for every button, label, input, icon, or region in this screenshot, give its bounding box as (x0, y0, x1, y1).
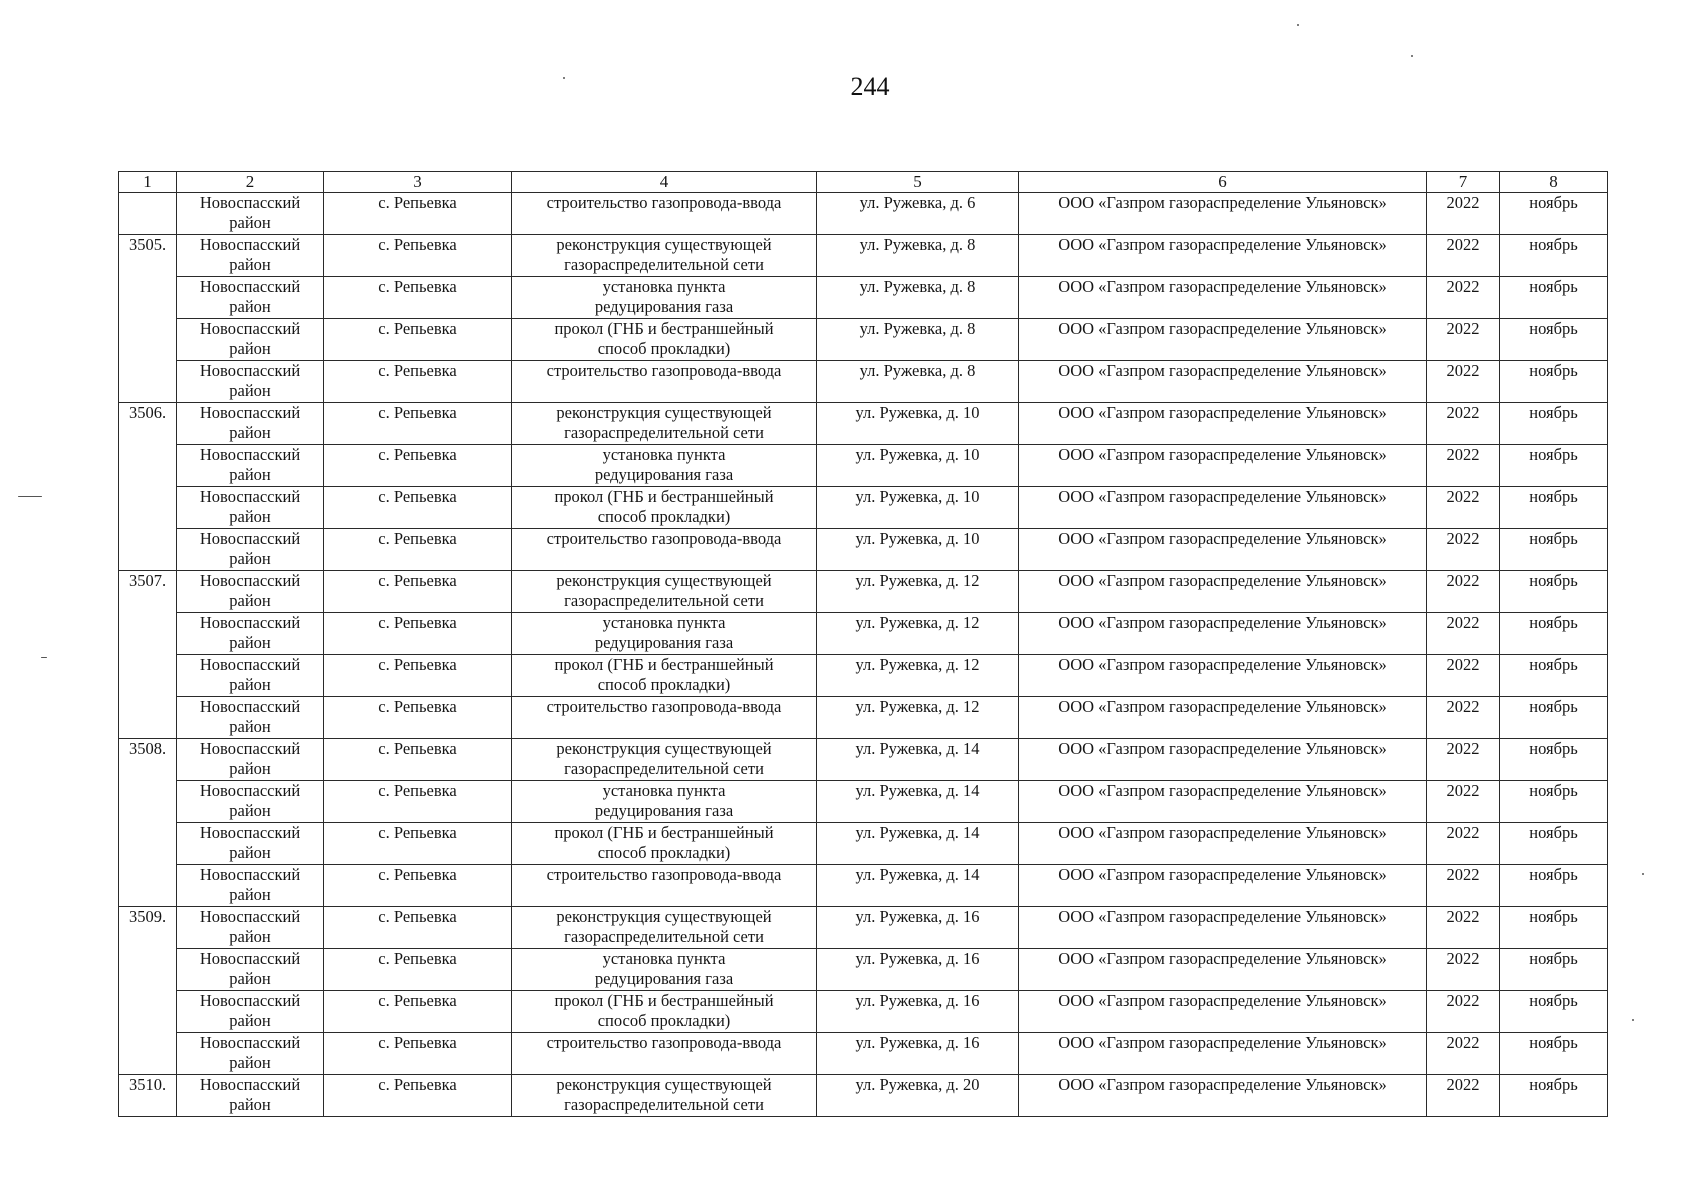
month-cell: ноябрь (1500, 865, 1608, 907)
address-cell: ул. Ружевка, д. 8 (817, 277, 1019, 319)
district-cell (177, 1033, 324, 1075)
district-cell (177, 403, 324, 445)
organization-cell: ООО «Газпром газораспределение Ульяновск» (1019, 1075, 1427, 1117)
scan-speck (41, 657, 47, 658)
organization-cell: ООО «Газпром газораспределение Ульяновск» (1019, 781, 1427, 823)
table-row (119, 655, 1608, 697)
month-cell: ноябрь (1500, 445, 1608, 487)
cell-line: реконструкция существующей (556, 1075, 772, 1094)
organization-cell: ООО «Газпром газораспределение Ульяновск» (1019, 865, 1427, 907)
cell-line: редуцирования газа (594, 969, 734, 988)
work-type-cell (512, 529, 817, 571)
district-cell (177, 781, 324, 823)
village-cell: с. Репьевка (324, 907, 512, 949)
cell-line: Новоспасский (199, 991, 301, 1010)
organization-cell: ООО «Газпром газораспределение Ульяновск» (1019, 235, 1427, 277)
district-cell (177, 193, 324, 235)
cell-line: Новоспасский (199, 487, 301, 506)
work-type-cell (512, 487, 817, 529)
table-row (119, 823, 1608, 865)
address-cell: ул. Ружевка, д. 8 (817, 319, 1019, 361)
organization-cell: ООО «Газпром газораспределение Ульяновск» (1019, 319, 1427, 361)
work-type-cell (512, 319, 817, 361)
year-cell: 2022 (1427, 235, 1500, 277)
district-cell (177, 361, 324, 403)
cell-line: район (229, 297, 271, 316)
work-type-cell (512, 739, 817, 781)
district-cell (177, 907, 324, 949)
cell-line: газораспределительной сети (564, 591, 764, 610)
address-cell: ул. Ружевка, д. 20 (817, 1075, 1019, 1117)
organization-cell: ООО «Газпром газораспределение Ульяновск» (1019, 403, 1427, 445)
organization-cell: ООО «Газпром газораспределение Ульяновск» (1019, 823, 1427, 865)
cell-line: район (229, 969, 271, 988)
year-cell: 2022 (1427, 571, 1500, 613)
cell-line: Новоспасский (199, 781, 301, 800)
address-cell: ул. Ружевка, д. 8 (817, 235, 1019, 277)
cell-line: Новоспасский (199, 277, 301, 296)
cell-line: район (229, 549, 271, 568)
district-cell (177, 697, 324, 739)
cell-line: район (229, 465, 271, 484)
village-cell: с. Репьевка (324, 487, 512, 529)
cell-line: Новоспасский (199, 907, 301, 926)
year-cell: 2022 (1427, 655, 1500, 697)
table-row (119, 697, 1608, 739)
work-type-cell (512, 613, 817, 655)
cell-line: Новоспасский (199, 739, 301, 758)
cell-line: реконструкция существующей (556, 403, 772, 422)
year-cell: 2022 (1427, 907, 1500, 949)
work-type-cell (512, 991, 817, 1033)
district-cell (177, 487, 324, 529)
cell-line: способ прокладки) (597, 843, 731, 862)
village-cell: с. Репьевка (324, 193, 512, 235)
cell-line: реконструкция существующей (556, 739, 772, 758)
row-number: 3509. (119, 907, 177, 1075)
column-number: 8 (1500, 172, 1608, 193)
cell-line: район (229, 1095, 271, 1114)
row-number: 3510. (119, 1075, 177, 1117)
address-cell: ул. Ружевка, д. 10 (817, 445, 1019, 487)
district-cell (177, 613, 324, 655)
month-cell: ноябрь (1500, 361, 1608, 403)
cell-line: район (229, 591, 271, 610)
column-number: 4 (512, 172, 817, 193)
cell-line: Новоспасский (199, 403, 301, 422)
cell-line: прокол (ГНБ и бестраншейный (554, 991, 774, 1010)
month-cell: ноябрь (1500, 781, 1608, 823)
month-cell: ноябрь (1500, 403, 1608, 445)
table-row (119, 445, 1608, 487)
year-cell: 2022 (1427, 529, 1500, 571)
district-cell (177, 277, 324, 319)
month-cell: ноябрь (1500, 487, 1608, 529)
village-cell: с. Репьевка (324, 319, 512, 361)
table-row (119, 361, 1608, 403)
year-cell: 2022 (1427, 697, 1500, 739)
organization-cell: ООО «Газпром газораспределение Ульяновск» (1019, 739, 1427, 781)
organization-cell: ООО «Газпром газораспределение Ульяновск» (1019, 949, 1427, 991)
table-row (119, 1033, 1608, 1075)
cell-line: строительство газопровода-ввода (546, 1033, 782, 1052)
scan-speck (1632, 1019, 1634, 1021)
year-cell: 2022 (1427, 949, 1500, 991)
cell-line: установка пункта (602, 445, 726, 464)
village-cell: с. Репьевка (324, 571, 512, 613)
table-row (119, 235, 1608, 277)
year-cell: 2022 (1427, 739, 1500, 781)
address-cell: ул. Ружевка, д. 8 (817, 361, 1019, 403)
year-cell: 2022 (1427, 487, 1500, 529)
cell-line: редуцирования газа (594, 297, 734, 316)
year-cell: 2022 (1427, 1075, 1500, 1117)
work-type-cell (512, 235, 817, 277)
year-cell: 2022 (1427, 991, 1500, 1033)
village-cell: с. Репьевка (324, 865, 512, 907)
column-number: 6 (1019, 172, 1427, 193)
cell-line: район (229, 675, 271, 694)
cell-line: прокол (ГНБ и бестраншейный (554, 319, 774, 338)
work-type-cell (512, 361, 817, 403)
year-cell: 2022 (1427, 277, 1500, 319)
cell-line: строительство газопровода-ввода (546, 361, 782, 380)
month-cell: ноябрь (1500, 1075, 1608, 1117)
cell-line: Новоспасский (199, 865, 301, 884)
table-row (119, 319, 1608, 361)
table-row (119, 1075, 1608, 1117)
table-row (119, 403, 1608, 445)
village-cell: с. Репьевка (324, 655, 512, 697)
cell-line: Новоспасский (199, 319, 301, 338)
work-type-cell (512, 697, 817, 739)
table-row (119, 865, 1608, 907)
page-number: 244 (850, 72, 890, 101)
table-row (119, 907, 1608, 949)
work-type-cell (512, 403, 817, 445)
cell-line: реконструкция существующей (556, 235, 772, 254)
district-cell (177, 949, 324, 991)
district-cell (177, 235, 324, 277)
village-cell: с. Репьевка (324, 361, 512, 403)
cell-line: реконструкция существующей (556, 907, 772, 926)
table-row (119, 613, 1608, 655)
cell-line: строительство газопровода-ввода (546, 697, 782, 716)
month-cell: ноябрь (1500, 613, 1608, 655)
row-number: 3505. (119, 235, 177, 403)
organization-cell: ООО «Газпром газораспределение Ульяновск» (1019, 193, 1427, 235)
cell-line: установка пункта (602, 613, 726, 632)
cell-line: редуцирования газа (594, 633, 734, 652)
table-row (119, 739, 1608, 781)
cell-line: Новоспасский (199, 949, 301, 968)
column-number: 5 (817, 172, 1019, 193)
organization-cell: ООО «Газпром газораспределение Ульяновск» (1019, 529, 1427, 571)
address-cell: ул. Ружевка, д. 12 (817, 655, 1019, 697)
cell-line: Новоспасский (199, 613, 301, 632)
village-cell: с. Репьевка (324, 949, 512, 991)
year-cell: 2022 (1427, 445, 1500, 487)
column-number: 1 (119, 172, 177, 193)
village-cell: с. Репьевка (324, 277, 512, 319)
column-number: 7 (1427, 172, 1500, 193)
year-cell: 2022 (1427, 361, 1500, 403)
district-cell (177, 445, 324, 487)
cell-line: район (229, 381, 271, 400)
table-row (119, 277, 1608, 319)
row-number: 3506. (119, 403, 177, 571)
address-cell: ул. Ружевка, д. 14 (817, 865, 1019, 907)
row-number: 3507. (119, 571, 177, 739)
organization-cell: ООО «Газпром газораспределение Ульяновск» (1019, 571, 1427, 613)
organization-cell: ООО «Газпром газораспределение Ульяновск» (1019, 991, 1427, 1033)
district-cell (177, 319, 324, 361)
organization-cell: ООО «Газпром газораспределение Ульяновск» (1019, 907, 1427, 949)
cell-line: Новоспасский (199, 655, 301, 674)
work-type-cell (512, 445, 817, 487)
work-type-cell (512, 1033, 817, 1075)
table-row (119, 193, 1608, 235)
cell-line: район (229, 717, 271, 736)
cell-line: прокол (ГНБ и бестраншейный (554, 655, 774, 674)
cell-line: установка пункта (602, 949, 726, 968)
work-type-cell (512, 193, 817, 235)
cell-line: прокол (ГНБ и бестраншейный (554, 823, 774, 842)
organization-cell: ООО «Газпром газораспределение Ульяновск» (1019, 445, 1427, 487)
address-cell: ул. Ружевка, д. 16 (817, 1033, 1019, 1075)
cell-line: реконструкция существующей (556, 571, 772, 590)
organization-cell: ООО «Газпром газораспределение Ульяновск» (1019, 487, 1427, 529)
scan-speck (18, 496, 42, 497)
village-cell: с. Репьевка (324, 739, 512, 781)
scan-speck (563, 77, 565, 79)
column-number: 2 (177, 172, 324, 193)
address-cell: ул. Ружевка, д. 16 (817, 991, 1019, 1033)
month-cell: ноябрь (1500, 529, 1608, 571)
year-cell: 2022 (1427, 823, 1500, 865)
month-cell: ноябрь (1500, 739, 1608, 781)
village-cell: с. Репьевка (324, 445, 512, 487)
month-cell: ноябрь (1500, 823, 1608, 865)
organization-cell: ООО «Газпром газораспределение Ульяновск» (1019, 361, 1427, 403)
cell-line: способ прокладки) (597, 675, 731, 694)
work-type-cell (512, 1075, 817, 1117)
table-row (119, 991, 1608, 1033)
cell-line: способ прокладки) (597, 339, 731, 358)
month-cell: ноябрь (1500, 907, 1608, 949)
month-cell: ноябрь (1500, 235, 1608, 277)
year-cell: 2022 (1427, 1033, 1500, 1075)
cell-line: район (229, 885, 271, 904)
gasification-table (118, 171, 1608, 1117)
row-number (119, 193, 177, 235)
work-type-cell (512, 655, 817, 697)
cell-line: строительство газопровода-ввода (546, 193, 782, 212)
district-cell (177, 739, 324, 781)
village-cell: с. Репьевка (324, 1033, 512, 1075)
district-cell (177, 655, 324, 697)
district-cell (177, 1075, 324, 1117)
year-cell: 2022 (1427, 193, 1500, 235)
address-cell: ул. Ружевка, д. 10 (817, 403, 1019, 445)
column-number: 3 (324, 172, 512, 193)
district-cell (177, 991, 324, 1033)
year-cell: 2022 (1427, 613, 1500, 655)
table-row (119, 781, 1608, 823)
cell-line: строительство газопровода-ввода (546, 865, 782, 884)
district-cell (177, 571, 324, 613)
work-type-cell (512, 781, 817, 823)
cell-line: Новоспасский (199, 1033, 301, 1052)
cell-line: строительство газопровода-ввода (546, 529, 782, 548)
cell-line: Новоспасский (199, 823, 301, 842)
table-row (119, 529, 1608, 571)
cell-line: способ прокладки) (597, 507, 731, 526)
cell-line: газораспределительной сети (564, 759, 764, 778)
district-cell (177, 823, 324, 865)
work-type-cell (512, 907, 817, 949)
cell-line: район (229, 255, 271, 274)
row-number: 3508. (119, 739, 177, 907)
cell-line: редуцирования газа (594, 465, 734, 484)
cell-line: Новоспасский (199, 193, 301, 212)
cell-line: Новоспасский (199, 571, 301, 590)
cell-line: район (229, 1053, 271, 1072)
work-type-cell (512, 277, 817, 319)
month-cell: ноябрь (1500, 655, 1608, 697)
cell-line: район (229, 843, 271, 862)
month-cell: ноябрь (1500, 319, 1608, 361)
cell-line: район (229, 213, 271, 232)
organization-cell: ООО «Газпром газораспределение Ульяновск» (1019, 1033, 1427, 1075)
cell-line: способ прокладки) (597, 1011, 731, 1030)
cell-line: район (229, 927, 271, 946)
column-number-row (119, 172, 1608, 193)
cell-line: газораспределительной сети (564, 255, 764, 274)
cell-line: Новоспасский (199, 445, 301, 464)
cell-line: район (229, 1011, 271, 1030)
cell-line: Новоспасский (199, 1075, 301, 1094)
address-cell: ул. Ружевка, д. 12 (817, 697, 1019, 739)
scan-speck (1411, 55, 1413, 57)
cell-line: район (229, 633, 271, 652)
month-cell: ноябрь (1500, 697, 1608, 739)
cell-line: Новоспасский (199, 529, 301, 548)
organization-cell: ООО «Газпром газораспределение Ульяновск» (1019, 613, 1427, 655)
month-cell: ноябрь (1500, 949, 1608, 991)
cell-line: район (229, 759, 271, 778)
address-cell: ул. Ружевка, д. 10 (817, 487, 1019, 529)
address-cell: ул. Ружевка, д. 12 (817, 613, 1019, 655)
village-cell: с. Репьевка (324, 1075, 512, 1117)
year-cell: 2022 (1427, 403, 1500, 445)
scan-speck (1642, 873, 1644, 875)
cell-line: Новоспасский (199, 361, 301, 380)
address-cell: ул. Ружевка, д. 14 (817, 739, 1019, 781)
cell-line: Новоспасский (199, 697, 301, 716)
organization-cell: ООО «Газпром газораспределение Ульяновск» (1019, 697, 1427, 739)
table-row (119, 487, 1608, 529)
cell-line: район (229, 801, 271, 820)
address-cell: ул. Ружевка, д. 6 (817, 193, 1019, 235)
month-cell: ноябрь (1500, 991, 1608, 1033)
work-type-cell (512, 571, 817, 613)
year-cell: 2022 (1427, 781, 1500, 823)
address-cell: ул. Ружевка, д. 10 (817, 529, 1019, 571)
month-cell: ноябрь (1500, 1033, 1608, 1075)
organization-cell: ООО «Газпром газораспределение Ульяновск» (1019, 655, 1427, 697)
village-cell: с. Репьевка (324, 991, 512, 1033)
district-cell (177, 529, 324, 571)
cell-line: газораспределительной сети (564, 1095, 764, 1114)
village-cell: с. Репьевка (324, 235, 512, 277)
address-cell: ул. Ружевка, д. 12 (817, 571, 1019, 613)
address-cell: ул. Ружевка, д. 16 (817, 949, 1019, 991)
village-cell: с. Репьевка (324, 403, 512, 445)
village-cell: с. Репьевка (324, 529, 512, 571)
cell-line: редуцирования газа (594, 801, 734, 820)
month-cell: ноябрь (1500, 277, 1608, 319)
village-cell: с. Репьевка (324, 613, 512, 655)
cell-line: прокол (ГНБ и бестраншейный (554, 487, 774, 506)
table-row (119, 571, 1608, 613)
address-cell: ул. Ружевка, д. 14 (817, 781, 1019, 823)
village-cell: с. Репьевка (324, 823, 512, 865)
address-cell: ул. Ружевка, д. 16 (817, 907, 1019, 949)
scan-speck (1297, 24, 1299, 26)
month-cell: ноябрь (1500, 193, 1608, 235)
table-body (119, 193, 1608, 1117)
cell-line: район (229, 423, 271, 442)
cell-line: Новоспасский (199, 235, 301, 254)
cell-line: район (229, 507, 271, 526)
address-cell: ул. Ружевка, д. 14 (817, 823, 1019, 865)
table-row (119, 949, 1608, 991)
month-cell: ноябрь (1500, 571, 1608, 613)
work-type-cell (512, 865, 817, 907)
year-cell: 2022 (1427, 319, 1500, 361)
work-type-cell (512, 949, 817, 991)
cell-line: газораспределительной сети (564, 927, 764, 946)
cell-line: установка пункта (602, 781, 726, 800)
work-type-cell (512, 823, 817, 865)
cell-line: район (229, 339, 271, 358)
district-cell (177, 865, 324, 907)
village-cell: с. Репьевка (324, 697, 512, 739)
cell-line: установка пункта (602, 277, 726, 296)
organization-cell: ООО «Газпром газораспределение Ульяновск» (1019, 277, 1427, 319)
village-cell: с. Репьевка (324, 781, 512, 823)
cell-line: газораспределительной сети (564, 423, 764, 442)
year-cell: 2022 (1427, 865, 1500, 907)
